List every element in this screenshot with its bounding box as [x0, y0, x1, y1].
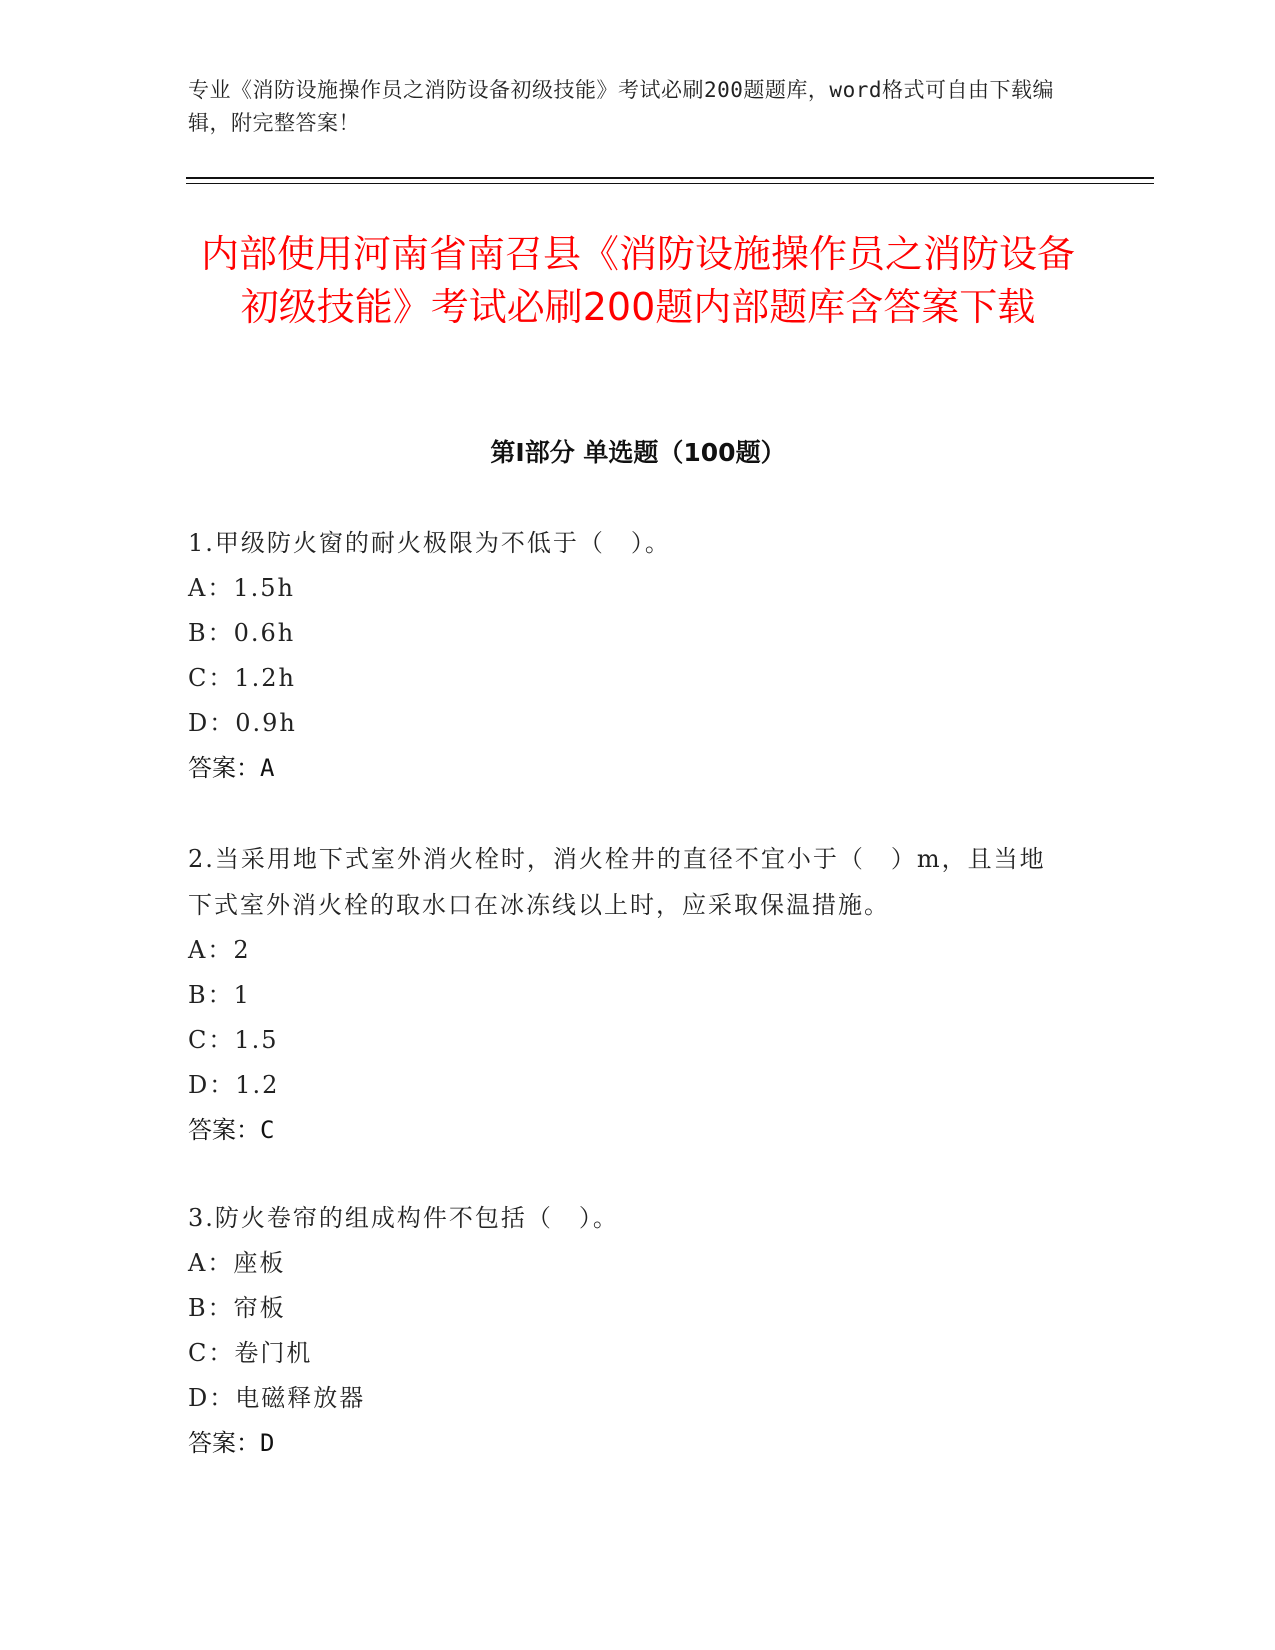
answer-line [188, 1421, 1068, 1466]
question-stem: 2.当采用地下式室外消火栓时，消火栓井的直径不宜小于（ ）m，且当地下式室外消火栓的取水口在冰冻线以上时，应采取保温措施。 [188, 845, 1046, 919]
header-rule-thick [186, 177, 1154, 179]
option-a: A：座板 [188, 1249, 286, 1277]
option-a: A：1.5h [188, 574, 295, 602]
question-3 [188, 1195, 1068, 1466]
question-1 [188, 520, 1068, 791]
option-d: D：0.9h [188, 709, 297, 737]
option-b: B：1 [188, 981, 251, 1009]
option-b: B：帘板 [188, 1294, 286, 1322]
option-c: C：卷门机 [188, 1339, 313, 1367]
option-c: C：1.2h [188, 664, 296, 692]
answer-label: 答案： [188, 754, 260, 782]
document-title: 内部使用河南省南召县《消防设施操作员之消防设备初级技能》考试必刷200题内部题库含答案下载 [200, 232, 1075, 329]
answer-line [188, 746, 1068, 791]
question-stem: 3.防火卷帘的组成构件不包括（ ）。 [188, 1204, 619, 1232]
option-d: D：1.2 [188, 1071, 280, 1099]
option-d: D：电磁释放器 [188, 1384, 366, 1412]
answer-value: D [260, 1429, 275, 1457]
answer-line [188, 1108, 1068, 1153]
answer-label: 答案： [188, 1116, 260, 1144]
option-b: B：0.6h [188, 619, 296, 647]
question-2 [188, 836, 1068, 1153]
answer-value: A [260, 754, 275, 782]
answer-label: 答案： [188, 1429, 260, 1457]
question-stem: 1.甲级防火窗的耐火极限为不低于（ ）。 [188, 529, 671, 557]
section-heading: 第Ⅰ部分 单选题（100题） [490, 438, 786, 467]
option-c: C：1.5 [188, 1026, 279, 1054]
header-rule-thin [186, 183, 1154, 184]
option-a: A：2 [188, 936, 251, 964]
header-note: 专业《消防设施操作员之消防设备初级技能》考试必刷200题题库，word格式可自由下载编辑，附完整答案！ [188, 78, 1054, 135]
answer-value: C [260, 1116, 275, 1144]
